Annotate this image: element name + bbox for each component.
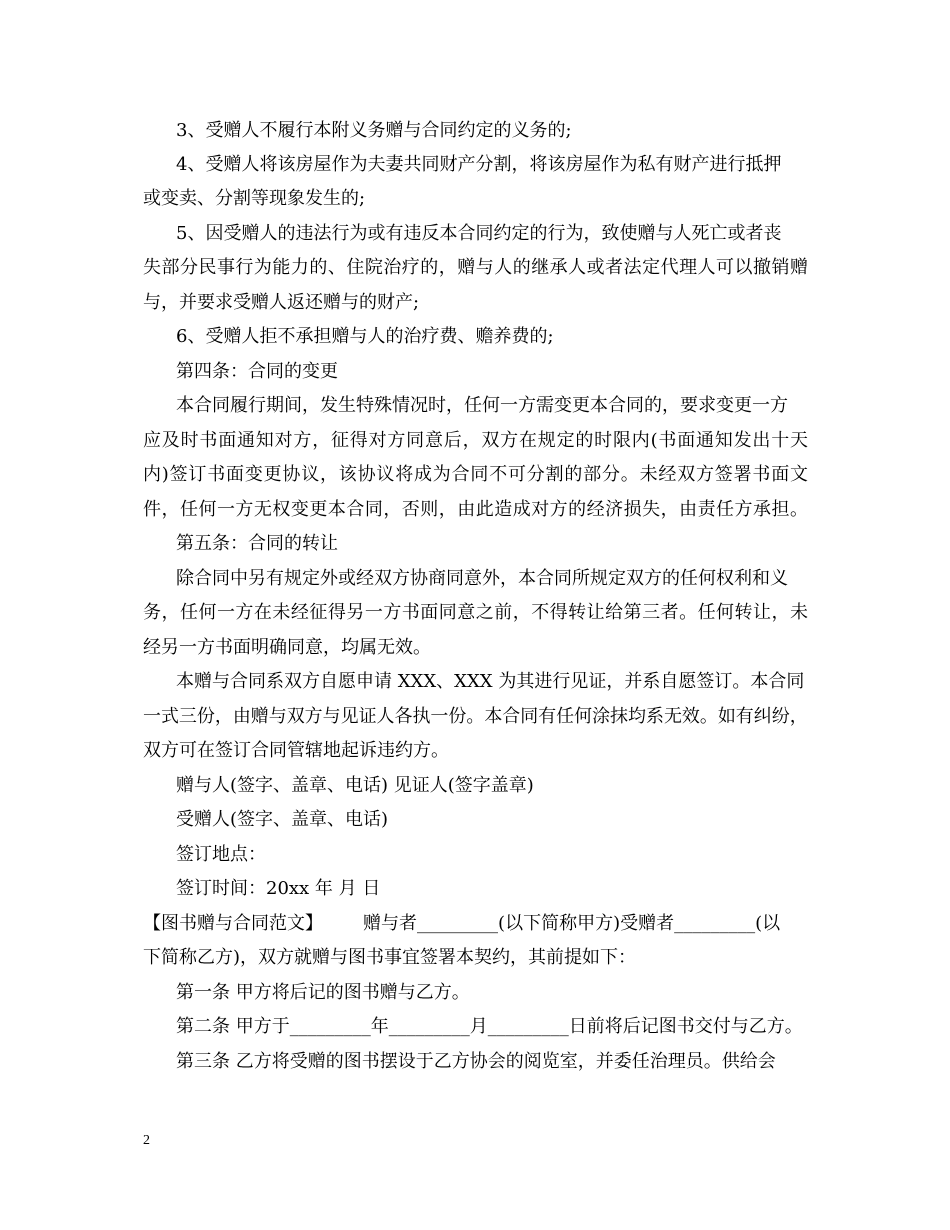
witness-line-3: 双方可在签订合同管辖地起诉违约方。 — [143, 740, 449, 761]
article-4-line-4: 件，任何一方无权变更本合同，否则，由此造成对方的经济损失，由责任方承担。 — [143, 499, 808, 520]
clause-5-line-3: 与，并要求受赠人返还赠与的财产; — [143, 292, 420, 313]
signing-place-line: 签订地点： — [176, 844, 266, 865]
clause-5-line-2: 失部分民事行为能力的、住院治疗的，赠与人的继承人或者法定代理人可以撤销赠 — [143, 257, 808, 278]
book-contract-title-line: 【图书赠与合同范文】 赠与者_________(以下简称甲方)受赠者_________(以 — [143, 913, 781, 934]
article-5-line-1: 除合同中另有规定外或经双方协商同意外，本合同所规定双方的任何权利和义 — [176, 568, 788, 589]
article-5-heading: 第五条：合同的转让 — [176, 533, 338, 554]
book-contract-line-2: 下简称乙方)，双方就赠与图书事宜签署本契约，其前提如下： — [143, 947, 637, 968]
signing-date-line: 签订时间：20xx 年 月 日 — [176, 878, 381, 899]
article-4-heading: 第四条：合同的变更 — [176, 361, 338, 382]
clause-3-line: 3、受赠人不履行本附义务赠与合同约定的义务的; — [176, 120, 572, 141]
book-article-1-line: 第一条 甲方将后记的图书赠与乙方。 — [176, 982, 470, 1003]
book-article-2-line: 第二条 甲方于_________年_________月_________日前将后记图书交付与乙方。 — [176, 1016, 803, 1037]
donee-signature-line: 受赠人(签字、盖章、电话) — [176, 809, 389, 830]
clause-6-line: 6、受赠人拒不承担赠与人的治疗费、赡养费的; — [176, 326, 554, 347]
article-4-line-2: 应及时书面通知对方，征得对方同意后，双方在规定的时限内(书面通知发出十天 — [143, 430, 808, 451]
clause-5-line-1: 5、因受赠人的违法行为或有违反本合同约定的行为，致使赠与人死亡或者丧 — [176, 223, 782, 244]
witness-line-1: 本赠与合同系双方自愿申请 XXX、XXX 为其进行见证，并系自愿签订。本合同 — [176, 671, 805, 692]
witness-line-2: 一式三份，由赠与双方与见证人各执一份。本合同有任何涂抹均系无效。如有纠纷， — [143, 706, 808, 727]
page-number: 2 — [143, 1133, 150, 1148]
book-article-3-line: 第三条 乙方将受赠的图书摆设于乙方协会的阅览室，并委任治理员。供给会 — [176, 1051, 776, 1072]
donor-signature-line: 赠与人(签字、盖章、电话) 见证人(签字盖章) — [176, 775, 534, 796]
clause-4-line-2: 或变卖、分割等现象发生的; — [143, 188, 366, 209]
article-5-line-2: 务，任何一方在未经征得另一方书面同意之前，不得转让给第三者。任何转让，未 — [143, 602, 808, 623]
clause-4-line-1: 4、受赠人将该房屋作为夫妻共同财产分割，将该房屋作为私有财产进行抵押 — [176, 154, 782, 175]
article-4-line-3: 内)签订书面变更协议，该协议将成为合同不可分割的部分。未经双方签署书面文 — [143, 464, 808, 485]
article-4-line-1: 本合同履行期间，发生特殊情况时，任何一方需变更本合同的，要求变更一方 — [176, 395, 788, 416]
article-5-line-3: 经另一方书面明确同意，均属无效。 — [143, 637, 431, 658]
